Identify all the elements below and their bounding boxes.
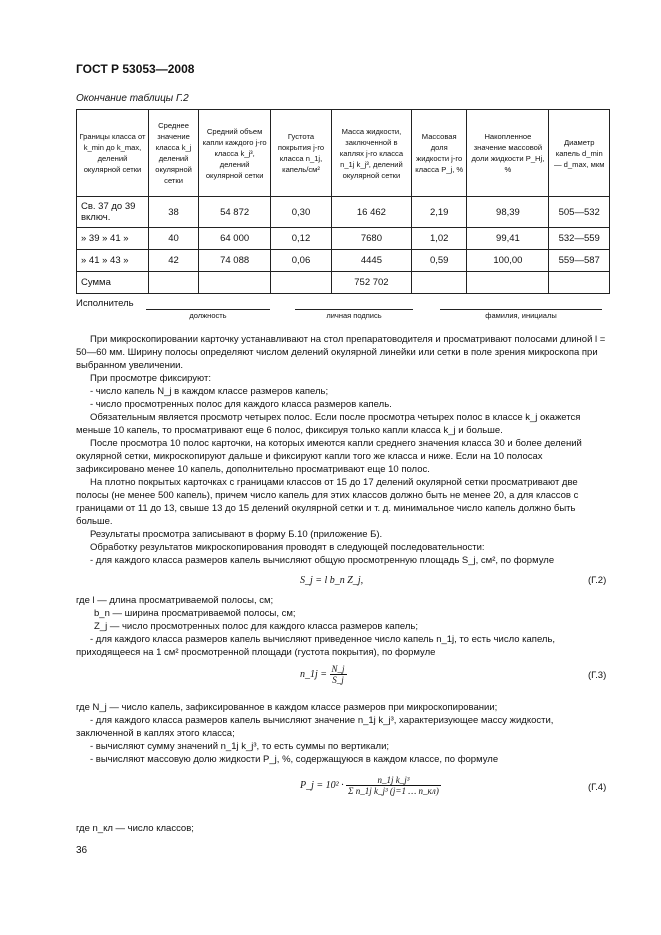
table-row: [77, 228, 610, 250]
data-table: [76, 109, 610, 294]
paragraph: При просмотре фиксируют:: [90, 373, 211, 384]
list-item: - для каждого класса размеров капель вычисляют общую просмотренную площадь S_j, см², по формуле: [90, 555, 555, 566]
table-cell: 16 462: [331, 197, 411, 228]
signature-caption-position: должность: [189, 311, 227, 320]
table-header-cell: Накопленное значение массовой доли жидкости P_Hj, %: [467, 110, 549, 197]
fraction-denominator: S_j: [332, 675, 344, 685]
table-header-cell: Средний объем капли каждого j-го класса k_j³, делений окулярной сетки: [199, 110, 271, 197]
list-item: - для каждого класса размеров капель вычисляют приведенное число капель n_1j, то есть число капель, приходящееся на 1 см² просмотренной площади (густота покрытия), по формуле: [76, 634, 556, 658]
table-cell: [411, 272, 466, 294]
signature-label: Исполнитель: [76, 298, 134, 309]
table-cell: 1,02: [411, 228, 466, 250]
formula-g3: [300, 664, 347, 685]
definition: b_n — ширина просматриваемой полосы, см;: [94, 608, 296, 619]
table-cell: 2,19: [411, 197, 466, 228]
signature-caption-sign: личная подпись: [326, 311, 382, 320]
fraction-numerator: N_j: [331, 664, 345, 674]
table-cell: 74 088: [199, 250, 271, 272]
table-cell: 98,39: [467, 197, 549, 228]
list-item: - число просмотренных полос для каждого класса размеров капель.: [90, 399, 392, 410]
paragraph: Результаты просмотра записывают в форму Б.10 (приложение Б).: [90, 529, 383, 540]
list-item: - вычисляют массовую долю жидкости P_j, %, содержащуюся в каждом классе, по формуле: [90, 754, 499, 765]
definition: где N_j — число капель, зафиксированное в каждом классе размеров при микроскопировании;: [76, 702, 498, 713]
signature-line-name: [440, 309, 602, 310]
table-header-row: [77, 110, 610, 197]
table-cell: [199, 272, 271, 294]
table-row: [77, 250, 610, 272]
table-header-cell: Границы класса от k_min до k_max, делений окулярной сетки: [77, 110, 149, 197]
table-cell: 752 702: [331, 272, 411, 294]
table-cell: Св. 37 до 39 включ.: [77, 197, 149, 228]
table-header-cell: Масса жидкости, заключенной в каплях j-го класса n_1j k_j³, делений окулярной сетки: [331, 110, 411, 197]
table-cell: 0,12: [271, 228, 332, 250]
table-header-cell: Массовая доля жидкости j-го класса P_j, %: [411, 110, 466, 197]
table-cell: 100,00: [467, 250, 549, 272]
formula-number: (Г.4): [588, 782, 607, 793]
document-header: ГОСТ Р 53053—2008: [76, 62, 195, 76]
table-cell: 38: [148, 197, 198, 228]
formula-g4: [300, 775, 441, 796]
fraction-numerator: n_1j k_j³: [346, 775, 441, 786]
table-header-cell: Среднее значение класса k_j делений окулярной сетки: [148, 110, 198, 197]
table-cell: [271, 272, 332, 294]
paragraph: При микроскопировании карточку устанавливают на стол препаратоводителя и просматривают полосами длиной l = 50—60 мм. Ширину полосы определяют числом делений окулярной линейки или сетки в поле зрения микроскопа при выбранном увеличении.: [76, 334, 606, 371]
table-cell: » 39 » 41 »: [77, 228, 149, 250]
table-cell: 532—559: [549, 228, 610, 250]
table-cell: 7680: [331, 228, 411, 250]
definition: где l — длина просматриваемой полосы, см;: [76, 595, 274, 606]
table-row: [77, 197, 610, 228]
table-cell: 559—587: [549, 250, 610, 272]
paragraph: Обработку результатов микроскопирования проводят в следующей последовательности:: [90, 542, 485, 553]
page-number: 36: [76, 845, 88, 856]
table-cell: [148, 272, 198, 294]
table-cell: Сумма: [77, 272, 149, 294]
formula-number: (Г.2): [588, 575, 607, 586]
table-cell: 54 872: [199, 197, 271, 228]
formula-lhs: P_j = 10² ·: [300, 779, 344, 791]
definition: Z_j — число просмотренных полос для каждого класса размеров капель;: [94, 621, 418, 632]
table-header-cell: Густота покрытия j-го класса n_1j, капель/см²: [271, 110, 332, 197]
formula-lhs: n_1j =: [300, 668, 328, 680]
table-header-cell: Диаметр капель d_min — d_max, мкм: [549, 110, 610, 197]
table-cell: 42: [148, 250, 198, 272]
formula-g2: S_j = l b_n Z_j,: [300, 575, 364, 586]
table-cell: 0,30: [271, 197, 332, 228]
fraction: [330, 664, 347, 685]
table-cell: [467, 272, 549, 294]
definition: где n_кл — число классов;: [76, 823, 194, 834]
list-item: - вычисляют сумму значений n_1j k_j³, то есть суммы по вертикали;: [90, 741, 390, 752]
list-item: - число капель N_j в каждом классе размеров капель;: [90, 386, 329, 397]
table-cell: [549, 272, 610, 294]
paragraph: Обязательным является просмотр четырех полос. Если после просмотра четырех полос в классе k_j окажется меньше 10 капель, то просматривают еще 6 полос, фиксируя только капли класса k_j и больше.: [76, 412, 581, 436]
table-cell: » 41 » 43 »: [77, 250, 149, 272]
signature-line-sign: [295, 309, 413, 310]
fraction: [346, 775, 441, 796]
signature-caption-name: фамилия, инициалы: [485, 311, 557, 320]
paragraph: После просмотра 10 полос карточки, на которых имеются капли среднего значения класса 30 и более делений окулярной сетки, микроскопируют дальше и фиксируют капли того же класса и ниже. Если на 10 полосах зафиксировано менее 10 капель, дополнительно просматривают еще 10 полос.: [76, 438, 582, 475]
table-cell: 40: [148, 228, 198, 250]
table-caption: Окончание таблицы Г.2: [76, 93, 189, 104]
table-cell: 99,41: [467, 228, 549, 250]
table-cell: 4445: [331, 250, 411, 272]
table-cell: 0,59: [411, 250, 466, 272]
formula-number: (Г.3): [588, 670, 607, 681]
table-cell: 0,06: [271, 250, 332, 272]
signature-line-position: [146, 309, 270, 310]
table-cell: 505—532: [549, 197, 610, 228]
paragraph: На плотно покрытых карточках с границами классов от 15 до 17 делений окулярной сетки просматривают две полосы (не менее 500 капель), причем число капель для этих классов должно быть не менее 20, а для классов с границами от 11 до 13, свыше 13 до 15 делений окулярной сетки и т. д. минимальное число капель должно быть больше.: [76, 477, 579, 527]
table-row: [77, 272, 610, 294]
list-item: - для каждого класса размеров капель вычисляют значение n_1j k_j³, характеризующее массу жидкости, заключенной в каплях этого класса;: [76, 715, 554, 739]
fraction-denominator: Σ n_1j k_j³ (j=1 … n_кл): [348, 786, 439, 796]
table-cell: 64 000: [199, 228, 271, 250]
